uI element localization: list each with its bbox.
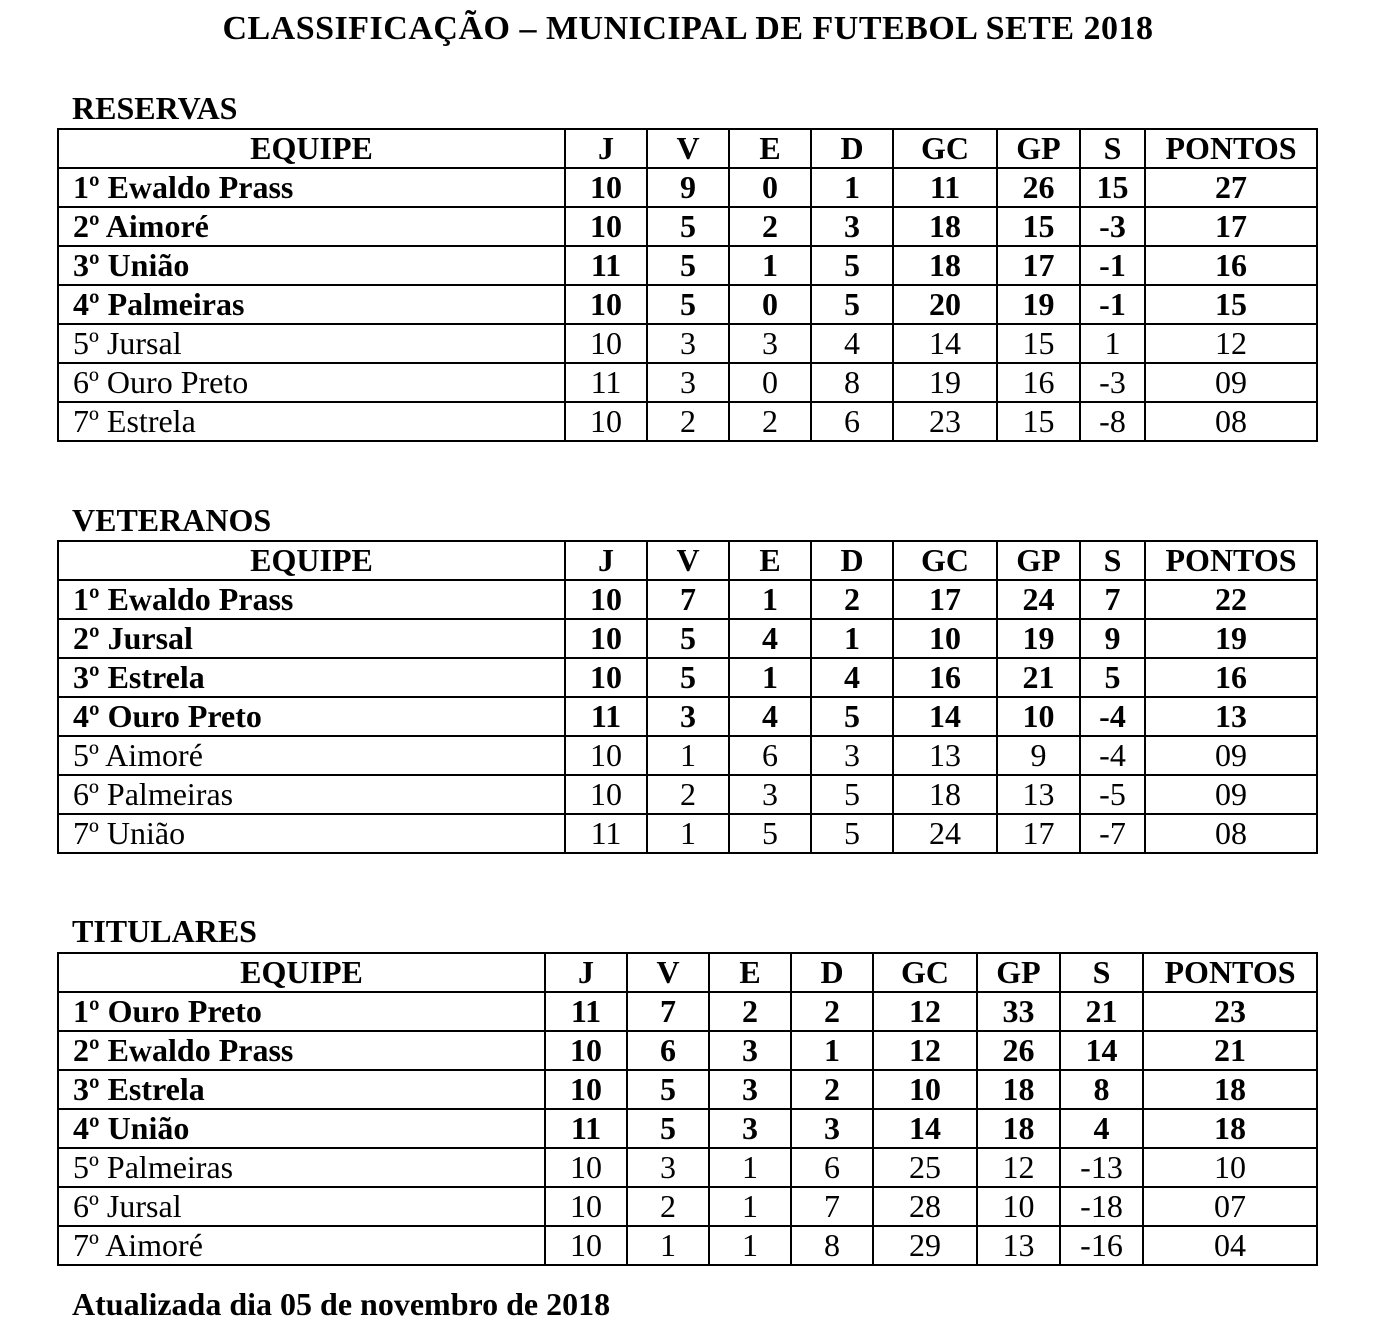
cell-e: 1 bbox=[709, 1187, 791, 1226]
cell-v: 7 bbox=[627, 992, 709, 1031]
cell-gc: 18 bbox=[893, 246, 997, 285]
table-row bbox=[58, 1187, 1317, 1226]
table-row bbox=[58, 1070, 1317, 1109]
column-header-j: J bbox=[545, 953, 627, 992]
cell-v: 3 bbox=[647, 324, 729, 363]
cell-d: 5 bbox=[811, 814, 893, 853]
cell-pontos: 27 bbox=[1145, 168, 1317, 207]
cell-v: 5 bbox=[627, 1070, 709, 1109]
table-row bbox=[58, 168, 1317, 207]
cell-team: 7º Aimoré bbox=[58, 1226, 545, 1265]
column-header-v: V bbox=[627, 953, 709, 992]
cell-gc: 29 bbox=[873, 1226, 977, 1265]
cell-j: 11 bbox=[545, 992, 627, 1031]
cell-team: 3º Estrela bbox=[58, 1070, 545, 1109]
cell-v: 1 bbox=[647, 814, 729, 853]
column-header-gc: GC bbox=[893, 129, 997, 168]
table-row bbox=[58, 1109, 1317, 1148]
cell-gp: 33 bbox=[977, 992, 1060, 1031]
cell-v: 9 bbox=[647, 168, 729, 207]
cell-team: 4º Palmeiras bbox=[58, 285, 565, 324]
cell-gc: 25 bbox=[873, 1148, 977, 1187]
cell-pontos: 10 bbox=[1143, 1148, 1317, 1187]
cell-s: 7 bbox=[1080, 580, 1145, 619]
cell-team: 5º Palmeiras bbox=[58, 1148, 545, 1187]
cell-e: 1 bbox=[709, 1226, 791, 1265]
cell-s: -1 bbox=[1080, 285, 1145, 324]
cell-gp: 17 bbox=[997, 246, 1080, 285]
cell-v: 5 bbox=[647, 619, 729, 658]
reservas-table bbox=[57, 128, 1318, 442]
cell-gp: 15 bbox=[997, 207, 1080, 246]
table-row bbox=[58, 619, 1317, 658]
cell-gp: 15 bbox=[997, 402, 1080, 441]
cell-j: 10 bbox=[565, 324, 647, 363]
cell-d: 6 bbox=[791, 1148, 873, 1187]
cell-gc: 12 bbox=[873, 1031, 977, 1070]
cell-gp: 26 bbox=[997, 168, 1080, 207]
cell-e: 1 bbox=[729, 246, 811, 285]
table-row bbox=[58, 658, 1317, 697]
cell-pontos: 09 bbox=[1145, 736, 1317, 775]
cell-s: 9 bbox=[1080, 619, 1145, 658]
cell-pontos: 16 bbox=[1145, 246, 1317, 285]
cell-gc: 18 bbox=[893, 775, 997, 814]
cell-gp: 15 bbox=[997, 324, 1080, 363]
cell-d: 8 bbox=[791, 1226, 873, 1265]
column-header-s: S bbox=[1080, 129, 1145, 168]
cell-team: 6º Jursal bbox=[58, 1187, 545, 1226]
cell-v: 5 bbox=[647, 246, 729, 285]
cell-pontos: 15 bbox=[1145, 285, 1317, 324]
cell-j: 11 bbox=[565, 814, 647, 853]
cell-e: 3 bbox=[729, 775, 811, 814]
column-header-gp: GP bbox=[977, 953, 1060, 992]
cell-s: 8 bbox=[1060, 1070, 1143, 1109]
cell-d: 3 bbox=[811, 207, 893, 246]
cell-gp: 9 bbox=[997, 736, 1080, 775]
cell-gp: 18 bbox=[977, 1070, 1060, 1109]
column-header-gp: GP bbox=[997, 541, 1080, 580]
cell-e: 1 bbox=[729, 580, 811, 619]
cell-gc: 13 bbox=[893, 736, 997, 775]
cell-j: 10 bbox=[565, 736, 647, 775]
cell-j: 10 bbox=[545, 1070, 627, 1109]
column-header-d: D bbox=[811, 541, 893, 580]
column-header-pontos: PONTOS bbox=[1143, 953, 1317, 992]
cell-team: 6º Palmeiras bbox=[58, 775, 565, 814]
cell-v: 5 bbox=[647, 207, 729, 246]
table-row bbox=[58, 736, 1317, 775]
cell-j: 11 bbox=[565, 246, 647, 285]
cell-team: 4º Ouro Preto bbox=[58, 697, 565, 736]
cell-e: 3 bbox=[709, 1109, 791, 1148]
column-header-e: E bbox=[729, 129, 811, 168]
cell-j: 10 bbox=[565, 775, 647, 814]
cell-team: 5º Aimoré bbox=[58, 736, 565, 775]
cell-team: 1º Ewaldo Prass bbox=[58, 580, 565, 619]
cell-team: 3º União bbox=[58, 246, 565, 285]
cell-e: 6 bbox=[729, 736, 811, 775]
cell-d: 2 bbox=[791, 1070, 873, 1109]
cell-s: -7 bbox=[1080, 814, 1145, 853]
cell-s: -8 bbox=[1080, 402, 1145, 441]
cell-gc: 23 bbox=[893, 402, 997, 441]
cell-team: 2º Jursal bbox=[58, 619, 565, 658]
cell-gc: 28 bbox=[873, 1187, 977, 1226]
cell-d: 2 bbox=[811, 580, 893, 619]
cell-gc: 14 bbox=[873, 1109, 977, 1148]
cell-j: 10 bbox=[565, 168, 647, 207]
cell-s: -16 bbox=[1060, 1226, 1143, 1265]
cell-e: 0 bbox=[729, 363, 811, 402]
cell-gc: 14 bbox=[893, 697, 997, 736]
cell-e: 4 bbox=[729, 619, 811, 658]
cell-pontos: 16 bbox=[1145, 658, 1317, 697]
cell-s: -3 bbox=[1080, 207, 1145, 246]
cell-gc: 10 bbox=[893, 619, 997, 658]
column-header-e: E bbox=[729, 541, 811, 580]
cell-j: 11 bbox=[545, 1109, 627, 1148]
column-header-j: J bbox=[565, 129, 647, 168]
cell-s: 21 bbox=[1060, 992, 1143, 1031]
cell-pontos: 22 bbox=[1145, 580, 1317, 619]
column-header-s: S bbox=[1060, 953, 1143, 992]
table-row bbox=[58, 580, 1317, 619]
cell-d: 3 bbox=[791, 1109, 873, 1148]
cell-gp: 12 bbox=[977, 1148, 1060, 1187]
column-header-d: D bbox=[791, 953, 873, 992]
cell-j: 10 bbox=[565, 207, 647, 246]
cell-pontos: 09 bbox=[1145, 363, 1317, 402]
cell-j: 10 bbox=[565, 402, 647, 441]
cell-v: 5 bbox=[647, 658, 729, 697]
section-label-reservas: RESERVAS bbox=[72, 90, 238, 126]
table-row bbox=[58, 1148, 1317, 1187]
table-row bbox=[58, 992, 1317, 1031]
cell-gp: 26 bbox=[977, 1031, 1060, 1070]
cell-gc: 14 bbox=[893, 324, 997, 363]
column-header-gc: GC bbox=[893, 541, 997, 580]
cell-gp: 18 bbox=[977, 1109, 1060, 1148]
cell-d: 2 bbox=[791, 992, 873, 1031]
cell-v: 6 bbox=[627, 1031, 709, 1070]
cell-gp: 16 bbox=[997, 363, 1080, 402]
cell-team: 3º Estrela bbox=[58, 658, 565, 697]
table-row bbox=[58, 775, 1317, 814]
cell-team: 7º Estrela bbox=[58, 402, 565, 441]
cell-pontos: 21 bbox=[1143, 1031, 1317, 1070]
cell-v: 7 bbox=[647, 580, 729, 619]
cell-d: 4 bbox=[811, 324, 893, 363]
column-header-team: EQUIPE bbox=[58, 541, 565, 580]
cell-j: 11 bbox=[565, 363, 647, 402]
cell-s: -1 bbox=[1080, 246, 1145, 285]
cell-s: 15 bbox=[1080, 168, 1145, 207]
cell-pontos: 09 bbox=[1145, 775, 1317, 814]
column-header-team: EQUIPE bbox=[58, 953, 545, 992]
cell-gc: 11 bbox=[893, 168, 997, 207]
cell-pontos: 12 bbox=[1145, 324, 1317, 363]
cell-v: 1 bbox=[647, 736, 729, 775]
cell-v: 2 bbox=[647, 775, 729, 814]
cell-e: 3 bbox=[729, 324, 811, 363]
cell-s: 5 bbox=[1080, 658, 1145, 697]
column-header-s: S bbox=[1080, 541, 1145, 580]
cell-j: 10 bbox=[545, 1031, 627, 1070]
cell-pontos: 17 bbox=[1145, 207, 1317, 246]
table-row bbox=[58, 246, 1317, 285]
cell-pontos: 08 bbox=[1145, 402, 1317, 441]
cell-j: 11 bbox=[565, 697, 647, 736]
column-header-v: V bbox=[647, 129, 729, 168]
table-row bbox=[58, 324, 1317, 363]
cell-e: 2 bbox=[729, 402, 811, 441]
cell-pontos: 18 bbox=[1143, 1070, 1317, 1109]
cell-gp: 10 bbox=[997, 697, 1080, 736]
cell-gc: 19 bbox=[893, 363, 997, 402]
table-row bbox=[58, 814, 1317, 853]
column-header-j: J bbox=[565, 541, 647, 580]
page-title: CLASSIFICAÇÃO – MUNICIPAL DE FUTEBOL SETE 2018 bbox=[222, 10, 1154, 47]
cell-s: 4 bbox=[1060, 1109, 1143, 1148]
cell-e: 3 bbox=[709, 1070, 791, 1109]
cell-gp: 17 bbox=[997, 814, 1080, 853]
table-row bbox=[58, 285, 1317, 324]
column-header-e: E bbox=[709, 953, 791, 992]
cell-pontos: 07 bbox=[1143, 1187, 1317, 1226]
cell-j: 10 bbox=[565, 285, 647, 324]
cell-gp: 13 bbox=[997, 775, 1080, 814]
cell-e: 1 bbox=[729, 658, 811, 697]
cell-v: 3 bbox=[647, 697, 729, 736]
cell-team: 2º Aimoré bbox=[58, 207, 565, 246]
cell-s: 1 bbox=[1080, 324, 1145, 363]
cell-team: 2º Ewaldo Prass bbox=[58, 1031, 545, 1070]
cell-d: 7 bbox=[791, 1187, 873, 1226]
column-header-gp: GP bbox=[997, 129, 1080, 168]
table-row bbox=[58, 697, 1317, 736]
cell-d: 6 bbox=[811, 402, 893, 441]
cell-e: 3 bbox=[709, 1031, 791, 1070]
cell-j: 10 bbox=[565, 619, 647, 658]
column-header-gc: GC bbox=[873, 953, 977, 992]
table-row bbox=[58, 1226, 1317, 1265]
cell-d: 8 bbox=[811, 363, 893, 402]
cell-team: 1º Ewaldo Prass bbox=[58, 168, 565, 207]
cell-s: -5 bbox=[1080, 775, 1145, 814]
table-row bbox=[58, 207, 1317, 246]
cell-gp: 21 bbox=[997, 658, 1080, 697]
cell-s: -4 bbox=[1080, 736, 1145, 775]
cell-pontos: 04 bbox=[1143, 1226, 1317, 1265]
cell-v: 2 bbox=[647, 402, 729, 441]
cell-e: 2 bbox=[729, 207, 811, 246]
cell-gc: 24 bbox=[893, 814, 997, 853]
column-header-v: V bbox=[647, 541, 729, 580]
cell-e: 2 bbox=[709, 992, 791, 1031]
cell-team: 6º Ouro Preto bbox=[58, 363, 565, 402]
cell-d: 5 bbox=[811, 246, 893, 285]
cell-gc: 16 bbox=[893, 658, 997, 697]
column-header-pontos: PONTOS bbox=[1145, 541, 1317, 580]
cell-e: 0 bbox=[729, 285, 811, 324]
cell-v: 3 bbox=[647, 363, 729, 402]
table-row bbox=[58, 363, 1317, 402]
cell-v: 2 bbox=[627, 1187, 709, 1226]
cell-pontos: 13 bbox=[1145, 697, 1317, 736]
cell-j: 10 bbox=[545, 1187, 627, 1226]
cell-gp: 19 bbox=[997, 285, 1080, 324]
cell-e: 5 bbox=[729, 814, 811, 853]
header-row bbox=[58, 953, 1317, 992]
header-row bbox=[58, 541, 1317, 580]
cell-gp: 10 bbox=[977, 1187, 1060, 1226]
update-note: Atualizada dia 05 de novembro de 2018 bbox=[72, 1286, 611, 1322]
cell-gc: 10 bbox=[873, 1070, 977, 1109]
cell-pontos: 08 bbox=[1145, 814, 1317, 853]
cell-v: 3 bbox=[627, 1148, 709, 1187]
cell-d: 5 bbox=[811, 697, 893, 736]
cell-d: 3 bbox=[811, 736, 893, 775]
cell-s: 14 bbox=[1060, 1031, 1143, 1070]
cell-gc: 17 bbox=[893, 580, 997, 619]
table-row bbox=[58, 402, 1317, 441]
cell-gc: 20 bbox=[893, 285, 997, 324]
cell-j: 10 bbox=[545, 1226, 627, 1265]
cell-d: 1 bbox=[791, 1031, 873, 1070]
table-row bbox=[58, 1031, 1317, 1070]
cell-team: 1º Ouro Preto bbox=[58, 992, 545, 1031]
cell-gc: 18 bbox=[893, 207, 997, 246]
cell-d: 1 bbox=[811, 168, 893, 207]
cell-d: 1 bbox=[811, 619, 893, 658]
cell-d: 4 bbox=[811, 658, 893, 697]
cell-team: 7º União bbox=[58, 814, 565, 853]
column-header-d: D bbox=[811, 129, 893, 168]
cell-gp: 24 bbox=[997, 580, 1080, 619]
cell-j: 10 bbox=[565, 658, 647, 697]
cell-gc: 12 bbox=[873, 992, 977, 1031]
cell-j: 10 bbox=[565, 580, 647, 619]
section-label-veteranos: VETERANOS bbox=[72, 502, 272, 538]
cell-v: 5 bbox=[647, 285, 729, 324]
cell-d: 5 bbox=[811, 775, 893, 814]
cell-s: -13 bbox=[1060, 1148, 1143, 1187]
cell-pontos: 19 bbox=[1145, 619, 1317, 658]
cell-pontos: 23 bbox=[1143, 992, 1317, 1031]
cell-gp: 19 bbox=[997, 619, 1080, 658]
cell-v: 5 bbox=[627, 1109, 709, 1148]
header-row bbox=[58, 129, 1317, 168]
cell-team: 4º União bbox=[58, 1109, 545, 1148]
cell-d: 5 bbox=[811, 285, 893, 324]
titulares-table bbox=[57, 952, 1318, 1266]
cell-e: 0 bbox=[729, 168, 811, 207]
column-header-team: EQUIPE bbox=[58, 129, 565, 168]
cell-s: -18 bbox=[1060, 1187, 1143, 1226]
veteranos-table bbox=[57, 540, 1318, 854]
cell-s: -4 bbox=[1080, 697, 1145, 736]
section-label-titulares: TITULARES bbox=[72, 913, 257, 949]
cell-e: 1 bbox=[709, 1148, 791, 1187]
cell-e: 4 bbox=[729, 697, 811, 736]
cell-pontos: 18 bbox=[1143, 1109, 1317, 1148]
cell-v: 1 bbox=[627, 1226, 709, 1265]
cell-s: -3 bbox=[1080, 363, 1145, 402]
cell-gp: 13 bbox=[977, 1226, 1060, 1265]
column-header-pontos: PONTOS bbox=[1145, 129, 1317, 168]
cell-j: 10 bbox=[545, 1148, 627, 1187]
cell-team: 5º Jursal bbox=[58, 324, 565, 363]
